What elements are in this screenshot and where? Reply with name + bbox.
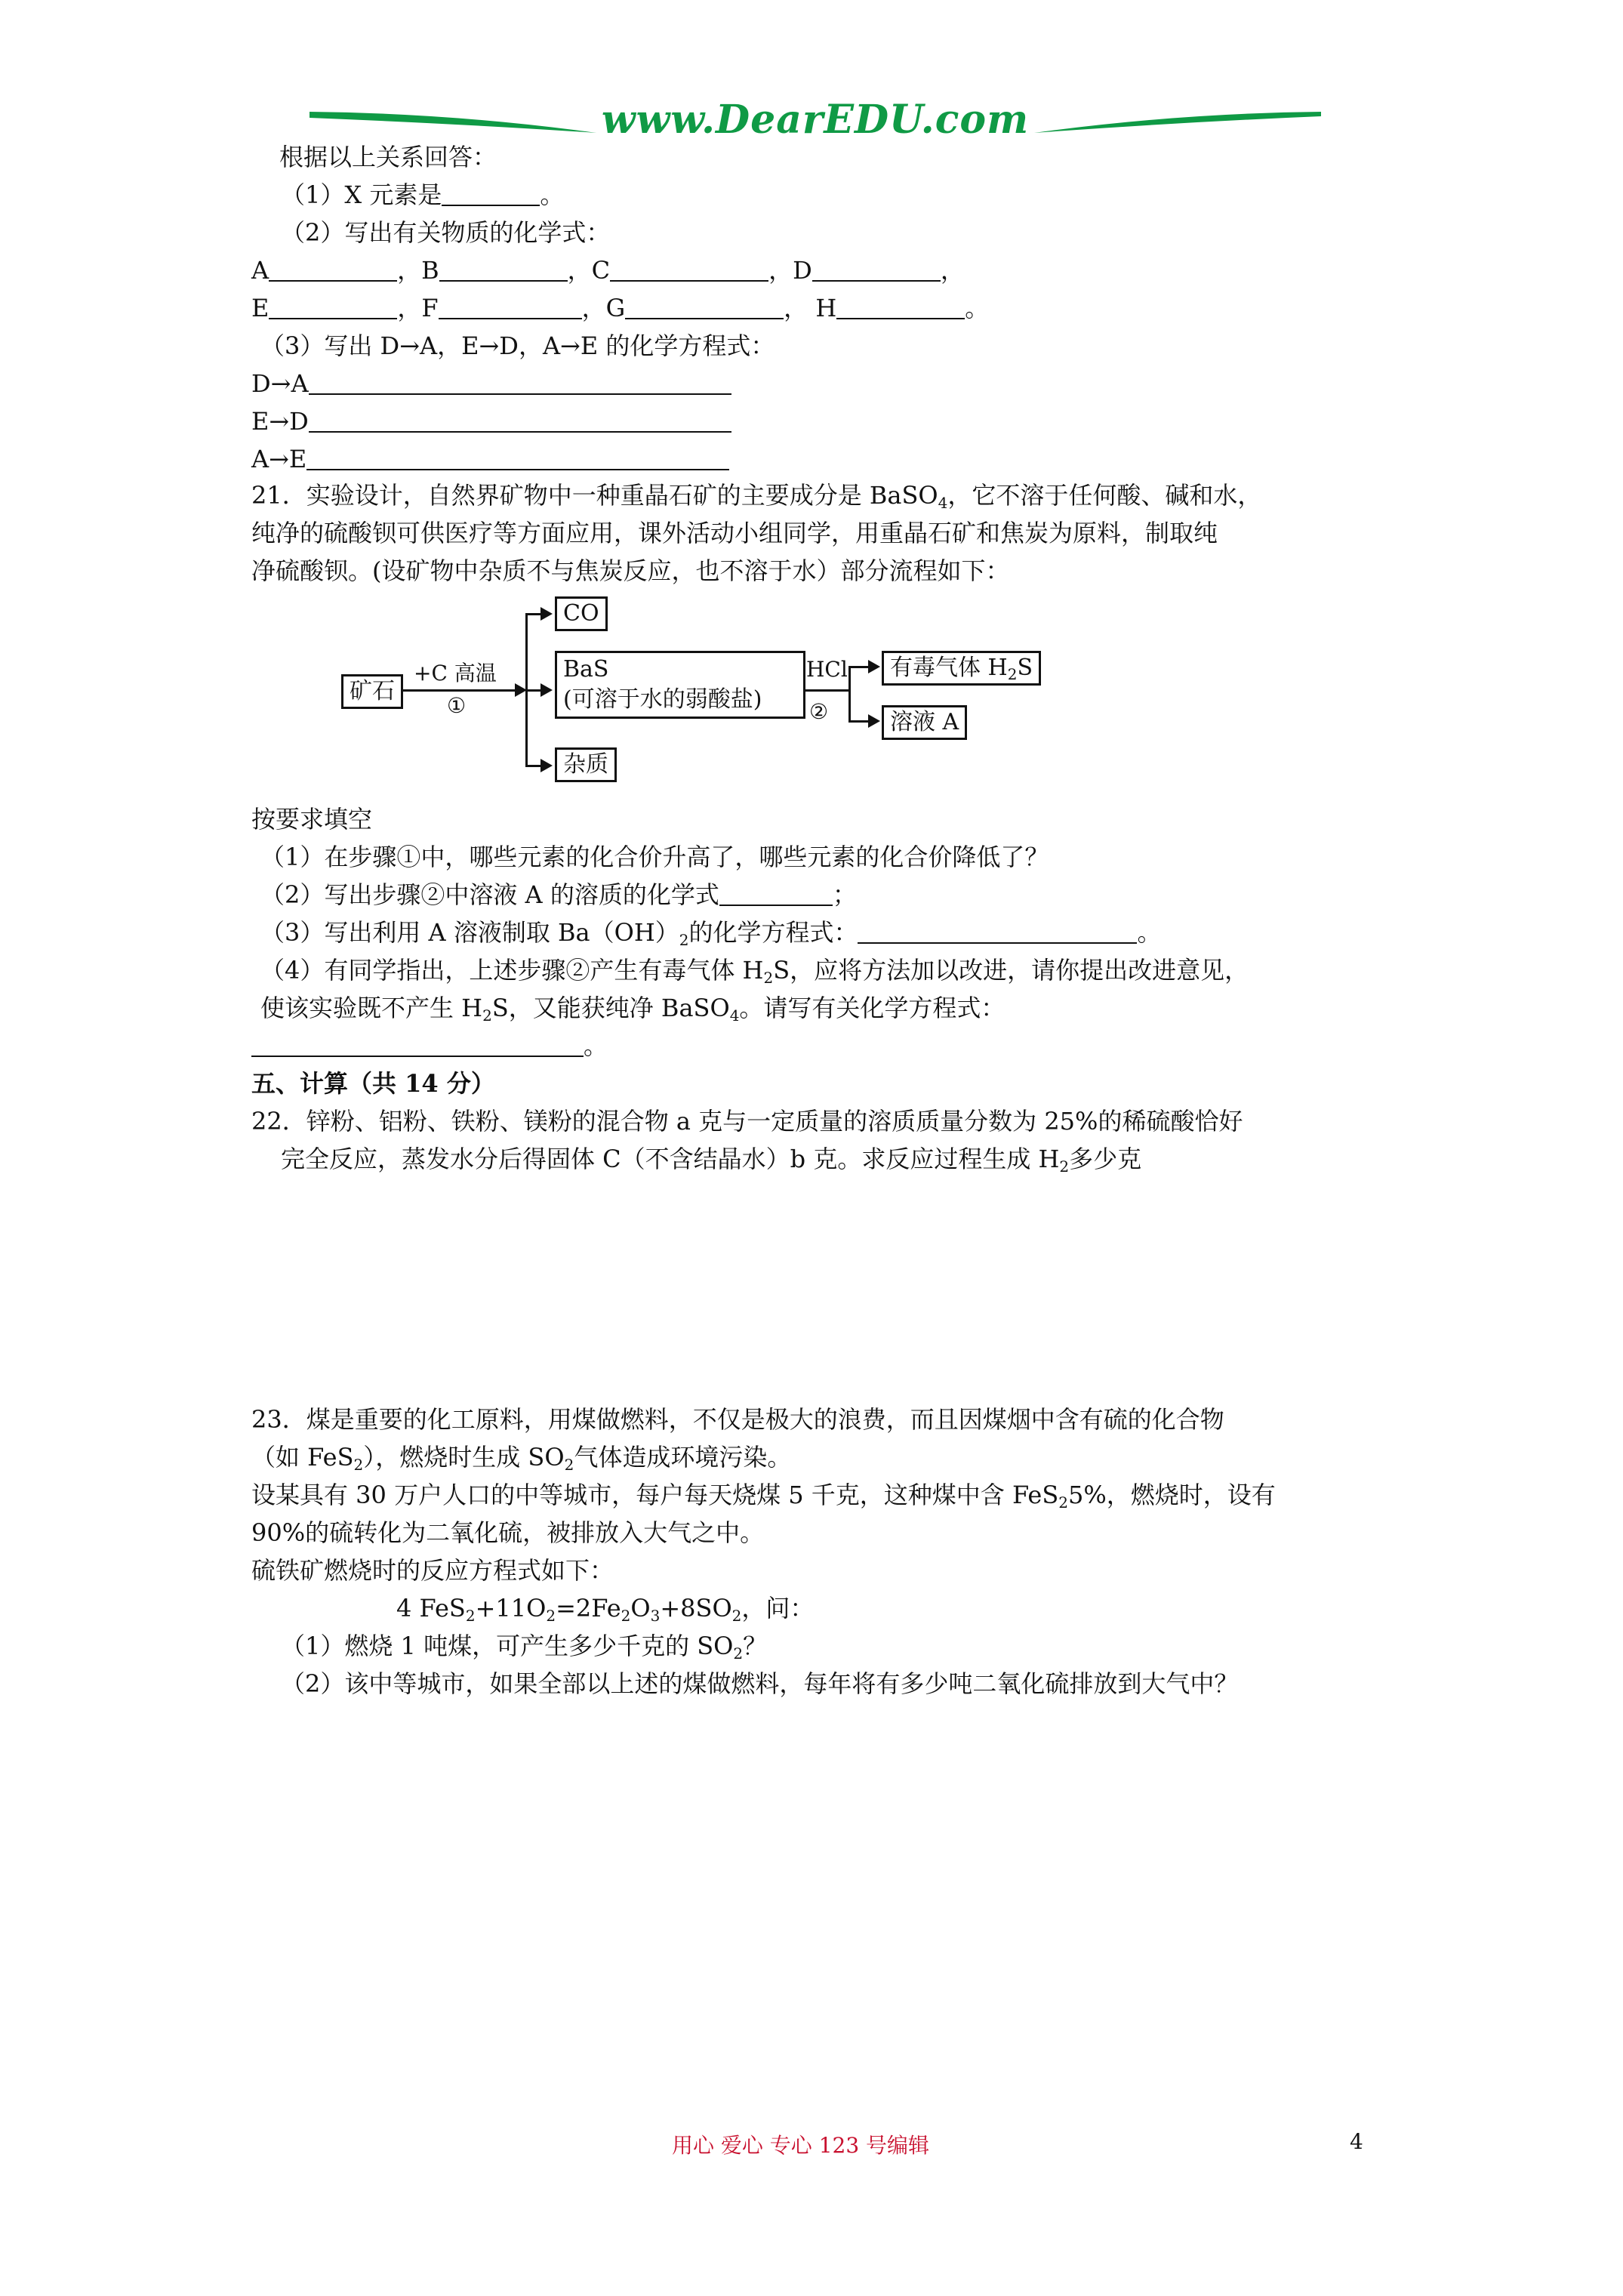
q20-row1: A ，B ，C ，D ， xyxy=(251,256,965,285)
fill-q4-line2: 使该实验既不产生 $H_2S$，又能获纯净 BaSO$_4$。请写有关化学方程式： xyxy=(260,994,1006,1025)
flow-arrowhead-co xyxy=(540,607,553,621)
header-swoosh-right xyxy=(1034,106,1321,143)
q23-question1: （1）燃烧 1 吨煤，可产生多少千克的 $SO_2$？ xyxy=(281,1632,768,1663)
flow-branch-hcl xyxy=(848,666,851,720)
fill-q4-answer: 。 xyxy=(251,1031,608,1061)
q22-line1: 22．锌粉、铝粉、铁粉、镁粉的混合物 a 克与一定质量的溶质质量分数为 25%的稀硫酸恰好 xyxy=(251,1107,1243,1136)
flow-arrowhead-impurity xyxy=(540,759,553,772)
flow-arrowhead-bas xyxy=(540,683,553,697)
q23-line2: （如 FeS$_2$），燃烧时生成 $SO_2$气体造成环境污染。 xyxy=(251,1443,792,1474)
header-site-name: www.DearEDU.com xyxy=(601,97,1030,143)
flow-arrowhead-sol-a xyxy=(868,714,880,728)
q20-row2: E ，F ，G ， H 。 xyxy=(251,294,990,322)
flow-sol-a-box: 溶液 A xyxy=(882,705,967,740)
section-5-title: 五、计算（共 14 分） xyxy=(251,1069,495,1098)
q23-question2: （2）该中等城市，如果全部以上述的煤做燃料，每年将有多少吨二氧化硫排放到大气中？ xyxy=(281,1669,1239,1698)
fill-q4-line1: （4）有同学指出，上述步骤②产生有毒气体 $H_2S$，应将方法加以改进，请你提出改进意见， xyxy=(260,956,1249,987)
flow-arrow-ore xyxy=(402,689,515,692)
flow-bas-box: BaS (可溶于水的弱酸盐) xyxy=(555,651,805,719)
flow-arrow-impurity xyxy=(525,765,542,767)
q20-part3: （3）写出 D→A，E→D，A→E 的化学方程式： xyxy=(260,331,775,360)
flow-step2-number: ② xyxy=(809,699,829,724)
flow-arrow-bas xyxy=(525,689,542,692)
fill-q2: （2）写出步骤②中溶液 A 的溶质的化学式 ； xyxy=(260,880,857,909)
header-swoosh-left xyxy=(310,106,596,143)
flow-hcl-label: HCl xyxy=(806,657,848,682)
q20-part2: （2）写出有关物质的化学式： xyxy=(281,218,611,247)
fill-q1: （1）在步骤①中，哪些元素的化合价升高了，哪些元素的化合价降低了？ xyxy=(260,843,1049,871)
footer-motto: 用心 爱心 专心 123 号编辑 xyxy=(672,2133,930,2158)
flow-impurity-box: 杂质 xyxy=(555,747,617,782)
q20-eq-ae: A→E xyxy=(251,444,729,474)
q22-line2: 完全反应，蒸发水分后得固体 C（不含结晶水）b 克。求反应过程生成 $H_2$多少克 xyxy=(281,1145,1142,1176)
page-number: 4 xyxy=(1350,2129,1363,2154)
flow-ore-box: 矿石 xyxy=(341,674,403,709)
fill-q3: （3）写出利用 A 溶液制取 $Ba(OH)_2$的化学方程式： 。 xyxy=(260,918,1162,949)
q23-line3: 设某具有 30 万户人口的中等城市，每户每天烧煤 5 千克，这种煤中含 FeS$_2$5%，燃烧时，设有 xyxy=(251,1481,1276,1512)
flow-step1-number: ① xyxy=(447,693,467,718)
flow-h2s-box: 有毒气体 $H_2S$ xyxy=(882,651,1041,686)
flow-arrow-hcl xyxy=(805,689,850,692)
q21-line3: 净硫酸钡。(设矿物中杂质不与焦炭反应，也不溶于水）部分流程如下： xyxy=(251,556,1010,585)
flow-arrow-co xyxy=(525,613,542,615)
q21-line1: 21．实验设计，自然界矿物中一种重晶石矿的主要成分是 BaSO$_4$，它不溶于任何酸、碱和水， xyxy=(251,481,1262,512)
q23-equation: 4 $FeS_2+11O_2=2Fe_2O_3+8SO_2$，问： xyxy=(396,1594,815,1625)
q20-intro: 根据以上关系回答： xyxy=(279,143,497,171)
fill-title: 按要求填空 xyxy=(251,805,373,834)
q23-line4: 90%的硫转化为二氧化硫，被排放入大气之中。 xyxy=(251,1518,765,1547)
q23-line5: 硫铁矿燃烧时的反应方程式如下： xyxy=(251,1556,614,1585)
flow-co-box: CO xyxy=(555,596,608,631)
q21-line2: 纯净的硫酸钡可供医疗等方面应用，课外活动小组同学，用重晶石矿和焦炭为原料，制取纯 xyxy=(251,519,1218,547)
q20-eq-da: D→A xyxy=(251,368,731,399)
flow-arrowhead-h2s xyxy=(868,660,880,673)
q20-part1: （1）X 元素是 。 xyxy=(281,180,565,209)
q20-eq-ed: E→D xyxy=(251,406,731,436)
q23-line1: 23．煤是重要的化工原料，用煤做燃料，不仅是极大的浪费，而且因煤烟中含有硫的化合物 xyxy=(251,1405,1224,1434)
flow-step1-label: +C 高温 xyxy=(414,661,497,686)
